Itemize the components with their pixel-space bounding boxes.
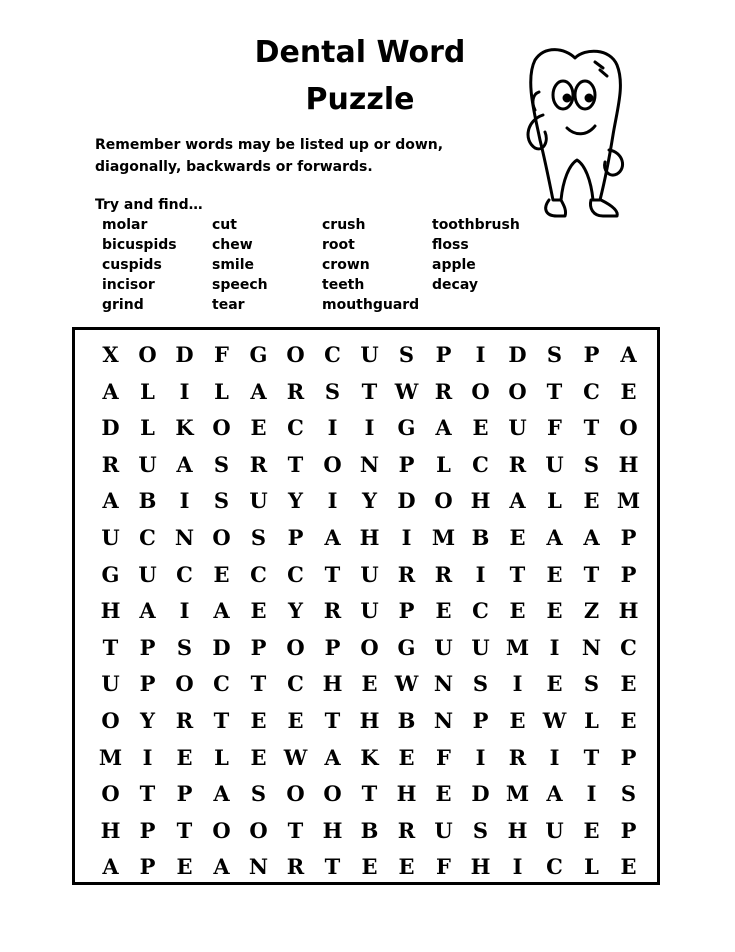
grid-letter[interactable]: W	[394, 378, 419, 404]
grid-letter[interactable]: U	[360, 598, 379, 624]
grid-letter[interactable]: C	[287, 415, 304, 441]
grid-letter[interactable]: P	[620, 744, 637, 770]
word-item: root	[322, 237, 355, 253]
grid-letter[interactable]: M	[431, 524, 456, 550]
grid-letter[interactable]: P	[472, 707, 489, 733]
page-title-line2: Puzzle	[305, 82, 415, 117]
grid-letter[interactable]: A	[102, 854, 119, 880]
grid-letter[interactable]: S	[250, 781, 267, 807]
grid-letter[interactable]: F	[436, 744, 451, 770]
grid-letter[interactable]: K	[175, 415, 194, 441]
grid-letter[interactable]: N	[433, 707, 454, 733]
grid-letter[interactable]: W	[542, 707, 567, 733]
grid-letter[interactable]: U	[545, 817, 564, 843]
grid-letter[interactable]: P	[250, 634, 267, 660]
grid-letter[interactable]: A	[250, 378, 267, 404]
grid-letter[interactable]: E	[509, 598, 526, 624]
grid-letter[interactable]: R	[323, 598, 342, 624]
grid-letter[interactable]: T	[324, 561, 341, 587]
grid-letter[interactable]: A	[546, 524, 563, 550]
grid-letter[interactable]: H	[396, 781, 417, 807]
grid-letter[interactable]: I	[179, 488, 190, 514]
grid-letter[interactable]: I	[475, 744, 486, 770]
grid-letter[interactable]: O	[249, 817, 268, 843]
word-item: floss	[432, 237, 469, 253]
word-item: tear	[212, 297, 245, 313]
grid-letter[interactable]: C	[139, 524, 156, 550]
grid-letter[interactable]: E	[435, 781, 452, 807]
grid-letter[interactable]: Z	[583, 598, 600, 624]
grid-letter[interactable]: M	[505, 634, 530, 660]
grid-letter[interactable]: T	[102, 634, 119, 660]
grid-letter[interactable]: D	[175, 342, 194, 367]
grid-letter[interactable]: H	[507, 817, 528, 843]
grid-letter[interactable]: P	[620, 817, 637, 843]
grid-letter[interactable]: E	[176, 744, 193, 770]
grid-letter[interactable]: O	[471, 378, 490, 404]
grid-letter[interactable]: I	[549, 634, 560, 660]
grid-letter[interactable]: S	[583, 671, 600, 697]
grid-letter[interactable]: C	[472, 598, 489, 624]
grid-letter[interactable]: E	[250, 744, 267, 770]
grid-letter[interactable]: O	[101, 707, 120, 733]
grid-letter[interactable]: O	[212, 817, 231, 843]
grid-letter[interactable]: I	[327, 415, 338, 441]
grid-letter[interactable]: P	[620, 561, 637, 587]
grid-letter[interactable]: R	[175, 707, 194, 733]
word-item: bicuspids	[102, 237, 177, 253]
grid-letter[interactable]: H	[100, 817, 121, 843]
grid-letter[interactable]: L	[436, 451, 451, 477]
grid-letter[interactable]: D	[508, 342, 527, 367]
grid-letter[interactable]: U	[508, 415, 527, 441]
grid-letter[interactable]: L	[214, 744, 229, 770]
grid-letter[interactable]: L	[140, 415, 155, 441]
grid-letter[interactable]: C	[287, 561, 304, 587]
grid-letter[interactable]: C	[287, 671, 304, 697]
grid-letter[interactable]: O	[323, 781, 342, 807]
grid-letter[interactable]: P	[176, 781, 193, 807]
grid-letter[interactable]: U	[138, 451, 157, 477]
grid-letter[interactable]: P	[583, 342, 600, 367]
grid-letter[interactable]: Y	[362, 488, 377, 514]
grid-letter[interactable]: P	[139, 854, 156, 880]
grid-letter[interactable]: R	[286, 854, 305, 880]
grid-letter[interactable]: H	[359, 524, 380, 550]
grid-letter[interactable]: T	[361, 781, 378, 807]
grid-letter[interactable]: H	[100, 598, 121, 624]
word-item: toothbrush	[432, 217, 520, 233]
grid-letter[interactable]: A	[176, 451, 193, 477]
grid-letter[interactable]: S	[176, 634, 193, 660]
grid-letter[interactable]: E	[546, 671, 563, 697]
grid-letter[interactable]: N	[174, 524, 195, 550]
grid-letter[interactable]: S	[472, 817, 489, 843]
word-item: cuspids	[102, 257, 162, 273]
grid-letter[interactable]: L	[214, 378, 229, 404]
word-item: cut	[212, 217, 237, 233]
word-item: crush	[322, 217, 366, 233]
grid-letter[interactable]: T	[324, 707, 341, 733]
grid-letter[interactable]: O	[101, 781, 120, 807]
grid-letter[interactable]: U	[360, 342, 379, 367]
grid-letter[interactable]: H	[322, 817, 343, 843]
grid-letter[interactable]: A	[583, 524, 600, 550]
grid-letter[interactable]: T	[546, 378, 563, 404]
word-item: chew	[212, 237, 253, 253]
grid-letter[interactable]: H	[618, 598, 639, 624]
grid-letter[interactable]: C	[176, 561, 193, 587]
grid-letter[interactable]: D	[471, 781, 490, 807]
word-item: grind	[102, 297, 144, 313]
grid-letter[interactable]: G	[397, 415, 416, 441]
grid-letter[interactable]: L	[140, 378, 155, 404]
grid-letter[interactable]: U	[434, 634, 453, 660]
grid-letter[interactable]: E	[176, 854, 193, 880]
grid-letter[interactable]: T	[583, 415, 600, 441]
grid-letter[interactable]: R	[249, 451, 268, 477]
grid-letter[interactable]: T	[583, 744, 600, 770]
grid-letter[interactable]: T	[213, 707, 230, 733]
grid-letter[interactable]: E	[620, 378, 637, 404]
grid-letter[interactable]: A	[213, 781, 230, 807]
grid-letter[interactable]: P	[620, 524, 637, 550]
grid-letter[interactable]: S	[620, 781, 637, 807]
grid-letter[interactable]: P	[139, 671, 156, 697]
grid-letter[interactable]: E	[361, 854, 378, 880]
grid-letter[interactable]: T	[509, 561, 526, 587]
grid-letter[interactable]: Y	[288, 598, 303, 624]
grid-letter[interactable]: I	[401, 524, 412, 550]
grid-letter[interactable]: N	[581, 634, 602, 660]
grid-letter[interactable]: T	[287, 817, 304, 843]
grid-letter[interactable]: P	[287, 524, 304, 550]
grid-letter[interactable]: E	[472, 415, 489, 441]
grid-letter[interactable]: A	[213, 854, 230, 880]
grid-letter[interactable]: I	[179, 598, 190, 624]
grid-letter[interactable]: E	[398, 744, 415, 770]
grid-letter[interactable]: P	[398, 451, 415, 477]
grid-letter[interactable]: B	[471, 524, 490, 550]
grid-letter[interactable]: T	[139, 781, 156, 807]
grid-letter[interactable]: X	[102, 342, 119, 367]
grid-letter[interactable]: O	[175, 671, 194, 697]
grid-letter[interactable]: S	[324, 378, 341, 404]
grid-letter[interactable]: E	[361, 671, 378, 697]
grid-letter[interactable]: E	[435, 598, 452, 624]
grid-letter[interactable]: D	[212, 634, 231, 660]
grid-letter[interactable]: O	[138, 342, 157, 367]
grid-letter[interactable]: H	[359, 707, 380, 733]
grid-letter[interactable]: T	[250, 671, 267, 697]
grid-letter[interactable]: F	[436, 854, 451, 880]
grid-letter[interactable]: G	[101, 561, 120, 587]
grid-letter[interactable]: U	[471, 634, 490, 660]
grid-letter[interactable]: U	[138, 561, 157, 587]
grid-letter[interactable]: C	[250, 561, 267, 587]
grid-letter[interactable]: H	[322, 671, 343, 697]
grid-letter[interactable]: A	[102, 488, 119, 514]
grid-letter[interactable]: O	[212, 415, 231, 441]
grid-letter[interactable]: A	[102, 378, 119, 404]
grid-letter[interactable]: U	[434, 817, 453, 843]
instructions-text: Remember words may be listed up or down, diagonally, backwards or forwards.	[95, 137, 444, 175]
grid-letter[interactable]: U	[545, 451, 564, 477]
grid-letter[interactable]: S	[213, 451, 230, 477]
grid-letter[interactable]: W	[283, 744, 308, 770]
grid-letter[interactable]: D	[101, 415, 120, 441]
grid-letter[interactable]: E	[546, 561, 563, 587]
grid-letter[interactable]: A	[620, 342, 637, 367]
grid-letter[interactable]: P	[324, 634, 341, 660]
grid-letter[interactable]: L	[584, 854, 599, 880]
grid-letter[interactable]: E	[620, 854, 637, 880]
tooth-character-illustration	[505, 40, 635, 230]
grid-letter[interactable]: R	[508, 744, 527, 770]
grid-letter[interactable]: U	[249, 488, 268, 514]
grid-letter[interactable]: E	[509, 524, 526, 550]
grid-letter[interactable]: C	[324, 342, 341, 367]
grid-letter[interactable]: P	[139, 634, 156, 660]
grid-letter[interactable]: M	[616, 488, 641, 514]
grid-letter[interactable]: I	[142, 744, 153, 770]
word-item: smile	[212, 257, 255, 273]
grid-letter[interactable]: O	[360, 634, 379, 660]
grid-letter[interactable]: S	[546, 342, 563, 367]
grid-letter[interactable]: M	[505, 781, 530, 807]
grid-letter[interactable]: E	[620, 671, 637, 697]
grid-letter[interactable]: N	[433, 671, 454, 697]
grid-letter[interactable]: S	[250, 524, 267, 550]
grid-letter[interactable]: I	[327, 488, 338, 514]
grid-letter[interactable]: O	[286, 634, 305, 660]
grid-letter[interactable]: O	[619, 415, 638, 441]
page-title-line1: Dental Word	[254, 35, 466, 70]
grid-letter[interactable]: D	[397, 488, 416, 514]
grid-letter[interactable]: P	[398, 598, 415, 624]
grid-letter[interactable]: B	[397, 707, 416, 733]
grid-letter[interactable]: Y	[288, 488, 303, 514]
grid-letter[interactable]: B	[360, 817, 379, 843]
grid-letter[interactable]: A	[324, 744, 341, 770]
grid-letter[interactable]: T	[287, 451, 304, 477]
grid-letter[interactable]: U	[360, 561, 379, 587]
grid-letter[interactable]: U	[101, 524, 120, 550]
grid-letter[interactable]: I	[364, 415, 375, 441]
word-item: speech	[212, 277, 268, 293]
word-item: mouthguard	[322, 297, 420, 313]
grid-letter[interactable]: A	[139, 598, 156, 624]
grid-letter[interactable]: E	[250, 598, 267, 624]
grid-letter[interactable]: I	[549, 744, 560, 770]
grid-letter[interactable]: I	[586, 781, 597, 807]
grid-letter[interactable]: C	[213, 671, 230, 697]
grid-letter[interactable]: P	[139, 817, 156, 843]
grid-letter[interactable]: A	[324, 524, 341, 550]
grid-letter[interactable]: R	[286, 378, 305, 404]
word-item: apple	[432, 257, 476, 273]
grid-letter[interactable]: S	[583, 451, 600, 477]
grid-letter[interactable]: Y	[140, 707, 155, 733]
grid-letter[interactable]: O	[434, 488, 453, 514]
grid-letter[interactable]: E	[287, 707, 304, 733]
grid-letter[interactable]: A	[435, 415, 452, 441]
grid-letter[interactable]: A	[509, 488, 526, 514]
grid-letter[interactable]: O	[286, 781, 305, 807]
grid-letter[interactable]: F	[547, 415, 562, 441]
grid-letter[interactable]: K	[360, 744, 379, 770]
grid-letter[interactable]: S	[472, 671, 489, 697]
grid-letter[interactable]: I	[475, 561, 486, 587]
grid-letter[interactable]: E	[213, 561, 230, 587]
grid-letter[interactable]: O	[286, 342, 305, 367]
grid-letter[interactable]: W	[394, 671, 419, 697]
grid-letter[interactable]: E	[250, 707, 267, 733]
grid-letter[interactable]: E	[250, 415, 267, 441]
grid-letter[interactable]: H	[470, 488, 491, 514]
word-item: crown	[322, 257, 370, 273]
word-item: molar	[102, 217, 148, 233]
grid-letter[interactable]: T	[324, 854, 341, 880]
grid-letter[interactable]: R	[397, 561, 416, 587]
letter-grid	[92, 337, 647, 886]
grid-letter[interactable]: O	[212, 524, 231, 550]
grid-letter[interactable]: H	[618, 451, 639, 477]
grid-letter[interactable]: A	[213, 598, 230, 624]
grid-letter[interactable]: I	[475, 342, 486, 367]
grid-letter[interactable]: C	[546, 854, 563, 880]
grid-letter[interactable]: R	[434, 378, 453, 404]
grid-letter[interactable]: L	[584, 707, 599, 733]
try-and-find-label: Try and find…	[95, 197, 203, 213]
grid-letter[interactable]: C	[583, 378, 600, 404]
grid-letter[interactable]: I	[512, 671, 523, 697]
grid-letter[interactable]: R	[101, 451, 120, 477]
grid-letter[interactable]: N	[248, 854, 269, 880]
grid-letter[interactable]: B	[138, 488, 157, 514]
grid-letter[interactable]: E	[509, 707, 526, 733]
grid-letter[interactable]: A	[546, 781, 563, 807]
grid-letter[interactable]: U	[101, 671, 120, 697]
grid-letter[interactable]: C	[620, 634, 637, 660]
grid-letter[interactable]: E	[398, 854, 415, 880]
grid-letter[interactable]: E	[583, 817, 600, 843]
grid-letter[interactable]: O	[508, 378, 527, 404]
word-item: incisor	[102, 277, 155, 293]
grid-letter[interactable]: G	[249, 342, 268, 367]
grid-letter[interactable]: M	[98, 744, 123, 770]
grid-letter[interactable]: E	[583, 488, 600, 514]
word-item: teeth	[322, 277, 365, 293]
grid-letter[interactable]: R	[397, 817, 416, 843]
grid-letter[interactable]: T	[361, 378, 378, 404]
grid-letter[interactable]: R	[508, 451, 527, 477]
grid-letter[interactable]: C	[472, 451, 489, 477]
grid-letter[interactable]: S	[398, 342, 415, 367]
grid-letter[interactable]: E	[620, 707, 637, 733]
grid-letter[interactable]: F	[214, 342, 229, 367]
grid-letter[interactable]: E	[546, 598, 563, 624]
grid-letter[interactable]: S	[213, 488, 230, 514]
grid-letter[interactable]: T	[583, 561, 600, 587]
grid-letter[interactable]: I	[512, 854, 523, 880]
grid-letter[interactable]: G	[397, 634, 416, 660]
grid-letter[interactable]: R	[434, 561, 453, 587]
word-list	[102, 217, 532, 317]
grid-letter[interactable]: N	[359, 451, 380, 477]
grid-letter[interactable]: P	[435, 342, 452, 367]
grid-letter[interactable]: I	[179, 378, 190, 404]
grid-letter[interactable]: O	[323, 451, 342, 477]
grid-letter[interactable]: L	[547, 488, 562, 514]
grid-letter[interactable]: T	[176, 817, 193, 843]
word-item: decay	[432, 277, 478, 293]
grid-letter[interactable]: H	[470, 854, 491, 880]
